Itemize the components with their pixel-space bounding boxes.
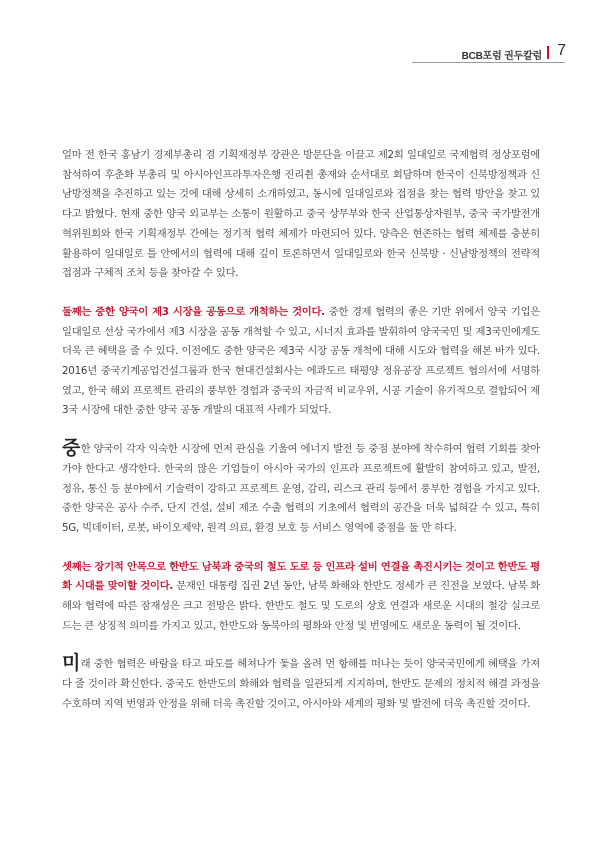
paragraph-5-dropcap: 미 (62, 652, 81, 675)
paragraph-2 (62, 303, 540, 421)
paragraph-4-text: 문재인 대통령 집권 2년 동안, 남북 화해와 한반도 정세가 큰 진전을 보였다. 남북 화해와 협력에 따른 잠재성은 크고 전망은 밝다. 한반도 철도 및 도로의 상호 연결과 새로운 시대의 철강 실크로드는 큰 상징적 의미를 가지고 있고, 한반도와 동북아의 평화와 안정 및 번영에도 새로운 동력이 될 것이다. (62, 580, 540, 632)
article-body (62, 146, 540, 734)
page-header (0, 38, 600, 62)
paragraph-2-highlight: 둘째는 중한 양국이 제3 시장을 공동으로 개척하는 것이다. (62, 305, 325, 318)
paragraph-2-text: 중한 경제 협력의 좋은 기반 위에서 양국 기업은 일대일로 선상 국가에서 제3 시장을 공동 개척할 수 있고, 시너지 효과를 발휘하여 양국국민 및 제3국민에게도 더욱 큰 혜택을 줄 수 있다. 이전에도 중한 양국은 제3국 시장 공동 개척에 대해 시도와 협력을 해본 바가 있다. 2016년 중국기계공업건설그룹과 한국 현대건설회사는 에콰도르 태평양 정유공장 프로젝트 협의서에 서명하였고, 한국 해외 프로젝트 관리의 풍부한 경험과 중국의 자금적 비교우위, 시공 기술이 유기적으로 결합되어 제3국 시장에 대한 중한 양국 공동 개발의 대표적 사례가 되었다. (62, 305, 540, 417)
paragraph-5-text: 래 중한 협력은 바람을 타고 파도를 헤쳐나가 돛을 올려 먼 항해를 떠나는 듯이 양국국민에게 혜택을 가져다 줄 것이라 확신한다. 중국도 한반도의 화해와 협력을 일관되게 지지하며, 한반도 문제의 정치적 해결 과정을 수호하며 지역 번영과 안정을 위해 더욱 촉진할 것이고, 아시아와 세계의 평화 및 발전에 더욱 촉진할 것이다. (62, 658, 540, 710)
page-number: 7 (557, 42, 566, 59)
header-rule (412, 62, 565, 63)
paragraph-1-text: 얼마 전 한국 홍남기 경제부총리 겸 기획재정부 장관은 방문단을 이끌고 제2회 일대일로 국제협력 정상포럼에 참석하여 후춘화 부총리 및 아시아인프라투자은행 진리췬 총재와 순서대로 회담하며 한국이 신북방정책과 신남방정책을 추진하고 있는 것에 대해 상세히 소개하였고, 동시에 일대일로와 접점을 찾는 협력 방안을 찾고 있다고 밝혔다. 현재 중한 양국 외교부는 소통이 원활하고 중국 상무부와 한국 산업통상자원부, 중국 국가발전개혁위원회와 한국 기획재정부 간에는 정기적 협력 체제가 마련되어 있다. 양측은 현존하는 협력 체제를 충분히 활용하여 일대일로 틀 안에서의 협력에 대해 깊이 토론하면서 일대일로와 한국 신북방 · 신남방정책의 전략적 접점과 구체적 조치 등을 찾아갈 수 있다. (62, 149, 540, 280)
paragraph-4 (62, 558, 540, 637)
column-label: BCB포럼 권두칼럼 (461, 51, 542, 62)
paragraph-5 (62, 652, 540, 714)
header-accent-bar (547, 46, 549, 59)
paragraph-3-dropcap: 중 (62, 437, 81, 460)
paragraph-4-highlight: 셋째는 장기적 안목으로 한반도 남북과 중국의 철도 도로 등 인프라 설비 연결을 촉진시키는 것이고 한반도 평화 시대를 맞이할 것이다. (62, 560, 540, 593)
paragraph-1 (62, 146, 540, 284)
paragraph-3-text: 한 양국이 각자 익숙한 시장에 먼저 관심을 기울여 에너지 발전 등 중점 분야에 착수하여 협력 기회를 찾아가야 한다고 생각한다. 한국의 많은 기업들이 아시아 국가의 인프라 프로젝트에 활발히 참여하고 있고, 발전, 정유, 통신 등 분야에서 기술력이 강하고 프로젝트 운영, 감리, 리스크 관리 등에서 풍부한 경험을 가지고 있다. 중한 양국은 공사 수주, 단지 건설, 설비 제조 수출 협력의 기초에서 협력의 공간을 더욱 넓혀갈 수 있고, 특히 5G, 빅데이터, 로봇, 바이오제약, 원격 의료, 환경 보호 등 서비스 영역에 중점을 둘 만 하다. (62, 443, 540, 534)
paragraph-3 (62, 437, 540, 539)
